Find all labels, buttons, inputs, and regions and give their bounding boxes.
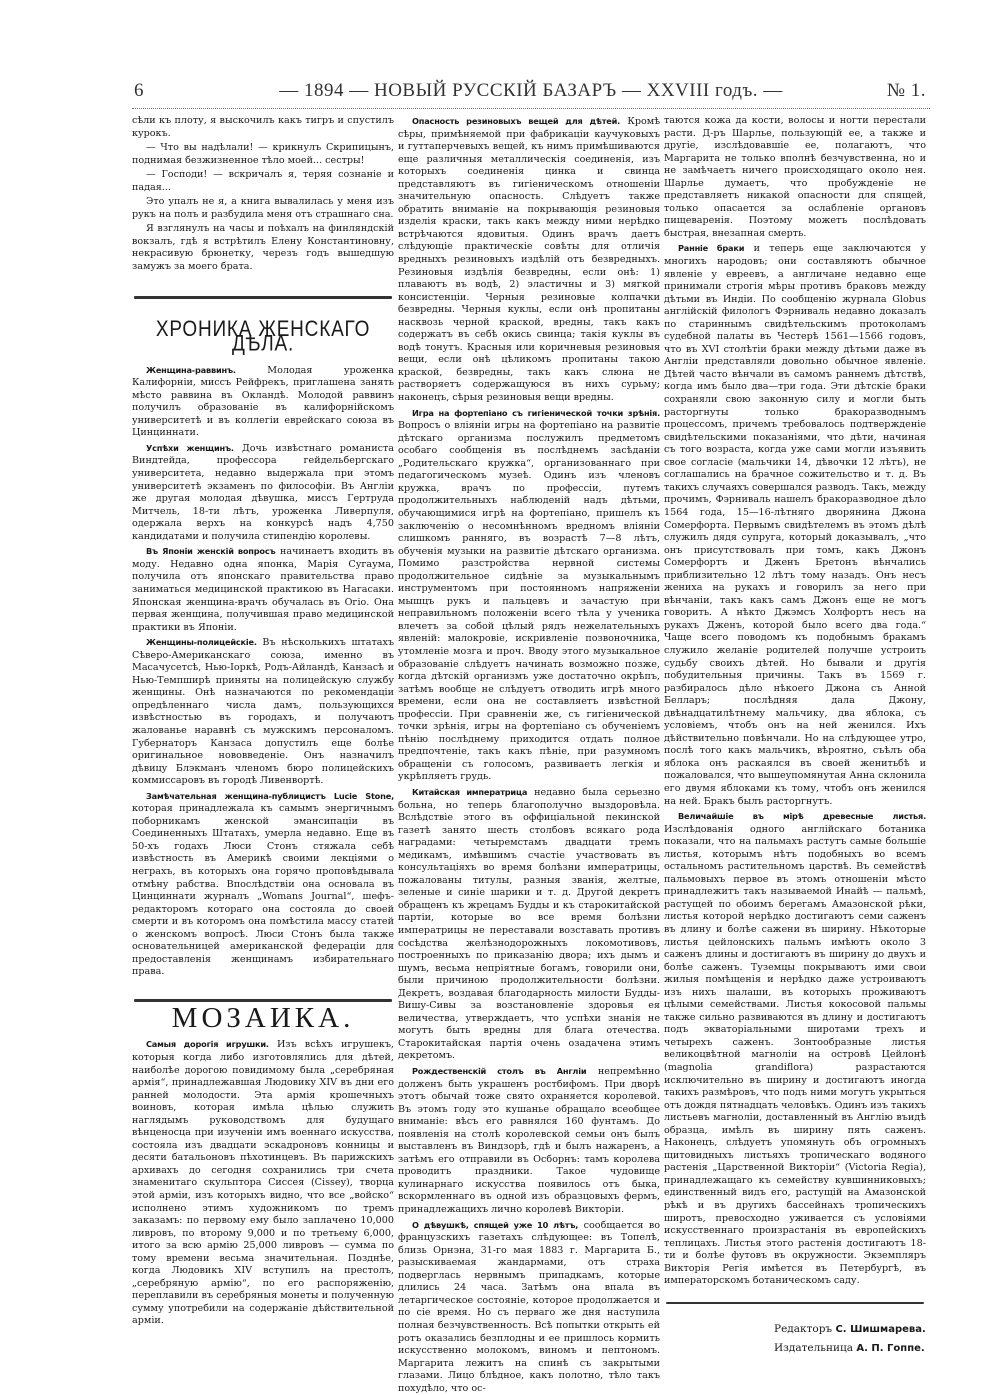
story-paragraph: — Что вы надѣлали! — крикнулъ Скрипицынъ, поднимая безжизненное тѣло моей... сестры! [132,142,394,166]
editor-name: С. Шишмарева. [835,1323,926,1335]
masthead-title: — 1894 — НОВЫЙ РУССКІЙ БАЗАРЪ — XXVIII годъ. — [279,80,783,101]
publisher-name: А. П. Гоппе. [856,1342,925,1354]
article-rubric: Игра на фортепіано съ гигіенической точки зрѣнія. [412,407,660,418]
article-text: сообщается во французскихъ газетахъ слѣдующее: въ Топелѣ, близь Орнэна, 31-го мая 1883 г. Маргарита Б., разыскиваемая жандармами, отъ страха подверглась нервнымъ припадкамъ, которые длились 24 часа. Затѣмъ она впала въ летаргическое состояніе, которое продолжается и по сіе время. Но съ перваго же дня наступила полная безчувственность. Всѣ попытки открыть ей ротъ оказались безплодны и ее пришлось кормить искусственно молокомъ, виномъ и пептономъ. Маргарита лежитъ на спинѣ съ закрытыми глазами. Лицо блѣдное, какъ полотно, тѣло такъ похудѣло, что ос- [398,1219,660,1394]
article-item [398,115,660,405]
story-paragraph: — Господи! — вскричалъ я, теряя сознаніе и падая... [132,169,394,193]
article-item [398,407,660,784]
newspaper-page [132,78,930,1394]
article-text: Кромѣ сѣры, примѣняемой при фабрикаціи каучуковыхъ и гуттаперчевыхъ вещей, къ нимъ примѣшиваются еще различныя металлическія соединенія, изъ которыхъ соединенія цинка и свинца представляютъ въ гигіеническомъ отношеніи значительную опасность. Слѣдуетъ также обратить вниманіе на покрывающія резиновыя изделія краски, такъ какъ между ними нерѣдко встрѣчаются ядовитыя. Одинъ врачъ даетъ слѣдующіе практическіе совѣты для отличія вредныхъ резиновыхъ издѣлій отъ безвредныхъ. Резиновыя издѣлія безвредны, если онѣ: 1) плаваютъ въ водѣ, 2) эластичны и 3) мягкой консистенціи. Черныя резиновые колпачки безвредны. Черныя куклы, если онѣ пропитаны насквозь черной краской, вредны, такъ какъ содержатъ въ себѣ окись свинца; такія куклы въ водѣ тонутъ. Красныя или коричневыя резиновыя вещи, если онѣ цѣликомъ пропитаны такою краской, безвредны, такъ какъ слюна не растворяетъ содержащуюся въ нихъ сурьму; наконецъ, сѣрыя резиновыя вещи вредны. [398,116,660,404]
article-item [664,242,926,808]
article-rubric: Ранніе браки [678,243,745,254]
article-text: Въ нѣсколькихъ штатахъ Сѣверо-Американскаго союза, именно въ Масачусетсѣ, Нью-Іоркѣ, Родъ-Айландѣ, Канзасѣ и Нью-Темпширѣ приняты на полицейскую службу женщины. Онѣ назначаются по рекомендаціи опредѣленнаго числа дамъ, пользующихся извѣстностью въ городахъ, и получаютъ жалованье наравнѣ съ мужскимъ персоналомъ. Губернаторъ Канзаса допустилъ еще болѣе оригинальное нововведеніе. Онъ назначилъ дѣвицу Блэкманъ членомъ бюро полицейскихъ коммиссаровъ въ городѣ Ливенвортѣ. [132,637,394,787]
article-item [132,364,394,440]
editor-line [774,1320,926,1339]
article-text: начинаетъ входить въ моду. Недавно одна японка, Марія Сугаума, получила отъ японскаго правительства право заниматься медицинской практикою въ Нагасаки. Японская женщина-врачъ обучалась въ Огіо. Она первая женщина, получившая право медицинской практики въ Японіи. [132,546,394,633]
article-item [664,810,926,1288]
article-continuation: таются кожа да кости, волосы и ногти перестали расти. Д-ръ Шарлье, пользующій ее, а также и другіе, изслѣдовавшіе ее, полагаютъ, что Маргарита не только вполнѣ безчувственна, но и не замѣчаетъ ничего происходящаго около нея. Шарлье думаетъ, что пробужденіе не представляетъ никакой опасности для спящей, только опасается за ослабленіе органовъ пищеваренія. Поэтому можетъ послѣдовать быстрая, внезапная смерть. [664,115,926,239]
issue-number: № 1. [886,80,926,101]
article-text: которая принадлежала къ самымъ энергичнымъ поборникамъ женской эмансипаціи въ Соединенныхъ Штатахъ, умерла недавно. Еще въ 50-хъ годахъ Люси Стонъ стяжала себѣ извѣстность въ Америкѣ своими лекціями о неграхъ, въ которыхъ она горячо проповѣдывала отмѣну рабства. Впослѣдствіи она основала въ Цинциннати журналъ „Womans Journal“, шефъ-редакторомъ котораго она состояла до своей смерти и въ которомъ она помѣстила массу статей о женскомъ вопросѣ. Люси Стонъ была также основательницей американской федераціи для предоставленія женщинамъ избирательнаго права. [132,803,394,978]
page-number: 6 [134,80,144,101]
article-rubric: Замѣчательная женщина-публицистъ Lucie Stone, [146,790,394,801]
article-text: непремѣнно долженъ быть украшенъ ростбифомъ. При дворѣ этотъ обычай тоже свято охраняется королевой. Въ этомъ году это кушанье обращало всеобщее вниманіе: вѣсъ его равнялся 160 фунтамъ. До появленія на столѣ королевской семьи онъ былъ выставленъ въ Виндзорѣ, гдѣ и былъ нажаренъ, а затѣмъ его отправили въ Осборнъ: тамъ королева проводитъ праздники. Такое чудовище кулинарнаго искусства появилось отъ быка, вскормленнаго въ одной изъ образцовыхъ фермъ, принадлежащихъ лично королевѣ Викторіи. [398,1066,660,1216]
article-rubric: Рождественскій столъ въ Англіи [412,1066,587,1077]
article-text: Изслѣдованія одного англійскаго ботаника показали, что на пальмахъ растутъ самые большіе листья, которымъ нѣтъ подобныхъ во всемъ остальномъ растительномъ царствѣ. Въ семействѣ пальмовыхъ первое въ этомъ отношеніи мѣсто принадлежитъ такъ называемой Инайѣ — пальмѣ, растущей по обоимъ берегамъ Амазонской рѣки, листья которой нерѣдко достигаютъ семи саженъ въ длину и болѣе сажени въ ширину. Нѣкоторые листья цейлонскихъ пальмъ имѣютъ около 3 саженъ длины и достигаютъ въ ширину до двухъ и болѣе саженъ. Туземцы покрываютъ ими свои жилыя помѣщенія и нерѣдко даже устроиваютъ изъ нихъ шалаши, въ которыхъ проживаютъ цѣлыми семействами. Листья кокосовой пальмы также сильно развиваются въ длину и достигаютъ подъ экваторіальными широтами трехъ и четырехъ саженъ. Зонтообразные листья великоцвѣтной магноліи на островѣ Цейлонѣ (magnolia grandiflora) разрастаются исключительно въ ширину и достигаютъ иногда такихъ размѣровъ, что подъ ними могутъ укрыться отъ дождя пятнадцать человѣкъ. Одинъ изъ такихъ листьевъ магноліи, доставленный въ Англію въидѣ образца, имѣлъ въ ширину пять саженъ. Наконецъ, слѣдуетъ упомянуть объ огромныхъ щитовидныхъ листьяхъ тропическаго водяного растенія „Царственной Викторіи“ (Victoria Regia), принадлежащаго къ семейству кувшинниковыхъ; единственный видъ его, растущій на Амазонской рѣкѣ и въ другихъ бассейнахъ тропическихъ широтъ, превосходно уживается съ условіями искусственнаго произрастанія въ европейскихъ теплицахъ. Листья этого растенія достигаютъ 18-ти и болѣе футовъ въ окружности. Экземпляръ Викторія Регія имѣется въ Петербургѣ, въ императорскомъ ботаническомъ саду. [664,823,926,1287]
article-item [132,1038,394,1328]
signature-block [664,1320,926,1358]
article-rubric: Самыя дорогія игрушки. [146,1039,269,1050]
article-item [132,790,394,979]
article-rubric: Китайская императрица [412,786,528,797]
masthead [132,78,930,104]
publisher-label: Издательница [774,1341,854,1354]
article-text: Изъ всѣхъ игрушекъ, которыя когда либо изготовлялись для дѣтей, наиболѣе дорогою повидимому была „серебряная армія“, принадлежавшая Людовику XIV въ дни его ранней молодости. Эта армія крошечныхъ воиновъ, которая имѣла цѣлью служить наглядымъ руководствомъ для будущаго вѣнценосца при изученіи имъ военнаго искусства, состояла изъ двадцати эскадроновъ конницы и десяти батальоновъ пѣхотинцевъ. Въ парижскихъ архивахъ до сегодня сохранились три счета знаменитаго скульптора Сиссея (Cissey), творца этой арміи, изъ которыхъ видно, что все „войско“ исполнено этимъ художникомъ по тремъ заказамъ: по первому ему было заплачено 10,000 ливровъ, по второму 9,000 и по третьему 6,000, итого за всю армію 25,000 ливровъ — сумма по тому времени весьма значительная. Позднѣе, когда Людовикъ XIV вступилъ на престолъ, „серебряную армію“, по его распоряженію, переплавили въ серебряныя монеты и полученную сумму употребили на содержаніе дѣйствительной арміи. [132,1039,394,1327]
article-rubric: Опасность резиновыхъ вещей для дѣтей. [412,116,621,126]
article-text: Дочь извѣстнаго романиста Виндтейда, профессора гейдельбергскаго университета, недавно выдержала при этомъ университетѣ экзаменъ по философіи. Въ Англіи же другая молодая дѣвушка, миссъ Гертруда Митчель, 18-ти лѣтъ, уроженка Ливерпуля, одержала верхъ на конкурсѣ надъ 4,750 кандидатами и получила стипендію королевы. [132,442,394,542]
masthead-divider [132,108,930,109]
story-paragraph: сѣли къ плоту, я выскочилъ какъ тигръ и спустилъ курокъ. [132,115,394,139]
article-text: Молодая уроженка Калифорніи, миссъ Рейфрекъ, приглашена занять мѣсто раввина въ Окландѣ. Молодой раввинъ получилъ образованіе въ калифорнійскомъ университетѣ и въ коллегіи еврейскаго союза въ Цинциннати. [132,364,394,439]
article-item [398,1065,660,1217]
story-paragraph: Это упалъ не я, а книга вывалилась у меня изъ рукъ на полъ и разбудила меня отъ страшнаго сна. [132,196,394,220]
section-title-womens-chronicle: ХРОНИКА ЖЕНСКАГО ДѢЛА. [155,316,371,356]
story-paragraph: Я взглянулъ на часы и поѣхалъ на финляндскій вокзалъ, гдѣ я встрѣтилъ Елену Константиновну, некрасивую брюнетку, черезъ годъ вышедшую замужъ за моего брата. [132,223,394,273]
article-rubric: Величайшіе въ мірѣ древесные листья. [678,811,926,822]
column-right [664,115,926,1358]
section-title-mosaic: МОЗАИКА. [171,1001,355,1034]
article-rubric: Въ Японіи женскій вопросъ [146,546,276,557]
article-item [132,636,394,788]
article-text: и теперь еще заключаются у многихъ народовъ; они составляютъ обычное явленіе у евреевъ, а англичане недавно еще принимали строгія мѣры противъ браковъ между дѣтьми въ Индіи. По сообщенію журнала Globus англійскій филологъ Фэрниваль недавно доказалъ по стариннымъ свидѣтельскимъ протоколамъ судебной палаты въ Честерѣ 1561—1566 годовъ, что въ XVI столѣтіи браки между дѣтьми даже въ Англіи представляли довольно обычное явленіе. Дѣтей часто вѣнчали въ самомъ раннемъ дѣтствѣ, когда имъ было два—три года. Эти дѣтскіе браки сохраняли свою законную силу и могли быть расторгнуты только бракоразводнымъ процессомъ, причемъ требовалось подтвержденіе свидѣтельскими показаніями, что дѣти, начиная съ того возраста, когда уже сами могли изъявить свое согласіе (мальчики 14, дѣвочки 12 лѣтъ), не соглашались на брачное сожительство и т. д. Въ такихъ случаяхъ совершался разводъ. Такъ, между прочимъ, Фэрниваль нашелъ бракоразводное дѣло 1564 года, 15—16-лѣтняго дворянина Джона Сомерфорта. Первымъ свидѣтелемъ въ этомъ дѣлѣ служилъ дядя супруга, который доказывалъ, „что онъ присутствовалъ при томъ, какъ Джонъ Сомерфортъ и Дженъ Бретонъ вѣнчались приблизительно 12 лѣтъ тому назадъ. Онъ несъ жениха на рукахъ и говорилъ за него при вѣнчаніи, такъ какъ самъ Джонъ еще не могъ говорить. А нѣкто Джэмсъ Холфортъ несъ на рукахъ Дженъ, которой было всего два года.“ Чаще всего поводомъ къ подобнымъ бракамъ служило желаніе родителей получше устроить судьбу своихъ дѣтей. Но бывали и другія побудительныя причины. Такъ въ 1569 г. разбиралось дѣло нѣкоего Джона съ Анной Белларъ; послѣдняя дала Джону, двѣнадцатилѣтнему мальчику, два яблока, съ условіемъ, чтобъ онъ на ней женился. Ихъ дѣйствительно повѣнчали. Но на слѣдующее утро, послѣ того какъ мальчикъ, вѣроятно, съѣлъ оба яблока онъ раскаялся въ своей женитьбѣ и пожаловался, что вышеупомянутая Анна склонила его двумя яблоками къ тому, чтобъ онъ женился на ней. Бракъ былъ расторгнутъ. [664,243,926,807]
article-rubric: О дѣвушкѣ, спящей уже 10 лѣтъ, [412,1219,579,1230]
section-divider [134,296,392,299]
publisher-line [774,1339,926,1358]
article-item [132,545,394,634]
article-text: недавно была серьезно больна, но теперь благополучно выздоровѣла. Вслѣдствіе этого въ оффиціальной пекинской газетѣ занято шесть столбовъ всякаго рода наградами: четыремстамъ двадцати тремъ медикамъ, имѣвшимъ счастіе участвовать въ консультаціяхъ во время болѣзни императрицы, пожалованы титулы, разныя званія, желтые, зеленые и синіе шарики и т. д. Другой декретъ обращенъ къ жрецамъ Будды и къ старокитайской партіи, которые во все время болѣзни императрицы не переставали возставать противъ сосѣдства желѣзнодорожныхъ локомотивовъ, построенныхъ по приказанію двора; ихъ дымъ и шумъ, весьма непріятные богамъ, говорили они, были причиною продолжительности болѣзни. Декретъ, воздавая благодарность милости Будды-Вишу-Сивы за возстановленіе здоровья ея величества, утверждаетъ, что успѣхи знанія не могутъ быть вредны для блага отечества. Старокитайская партія очень озадачена этимъ декретомъ. [398,786,660,1062]
column-left [132,115,394,1328]
article-rubric: Женщины-полицейскіе. [146,637,257,648]
article-text: Вопросъ о вліяніи игры на фортепіано на развитіе дѣтскаго организма послужилъ предметомъ особаго сообщенія въ послѣднемъ засѣданіи „Родительскаго кружка“, организованнаго при педагогическомъ музеѣ. Одинъ изъ членовъ кружка, врачъ по профессіи, путемъ продолжительныхъ наблюденій надъ дѣтьми, обучающимися игрѣ на фортепіано, пришелъ къ заключенію о несомнѣнномъ вредномъ вліяніи слишкомъ ранняго, въ возрастѣ 7—8 лѣтъ, обученія музыки на развитіе дѣтскаго организма. Помимо разстройства нервной системы продолжительное сидѣніе за музыкальнымъ инструментомъ при постоянномъ напряженіи мышцъ рукъ и пальцевъ и зачастую при неправильномъ положеніи всего тѣла у ученика влечетъ за собой цѣлый рядъ нежелательныхъ явленій: малокровіе, искривленіе позвоночника, утомленіе мозга и проч. Вводу этого музыкальное образованіе слѣдуетъ начинать возможно позже, когда дѣтскій организмъ уже достаточно окрѣпъ, затѣмъ вообще не слѣдуетъ отводить игрѣ много времени, если она не составляетъ извѣстной профессіи. При сравненіи же, съ гигіенической точки зрѣнія, игры на фортепіано съ обученіемъ пѣнію послѣднему приходится отдать полное предпочтеніе, такъ какъ пѣніе, при разумномъ обращеніи съ голосомъ, развиваетъ легкія и укрѣпляетъ грудь. [398,420,660,783]
article-item [398,786,660,1063]
column-middle [398,115,660,1395]
end-divider [666,1302,924,1304]
article-rubric: Женщина-раввинъ. [146,364,236,375]
editor-label: Редакторъ [774,1322,833,1335]
article-item [132,442,394,543]
article-rubric: Успѣхи женщинъ. [146,442,234,453]
article-item [398,1219,660,1395]
